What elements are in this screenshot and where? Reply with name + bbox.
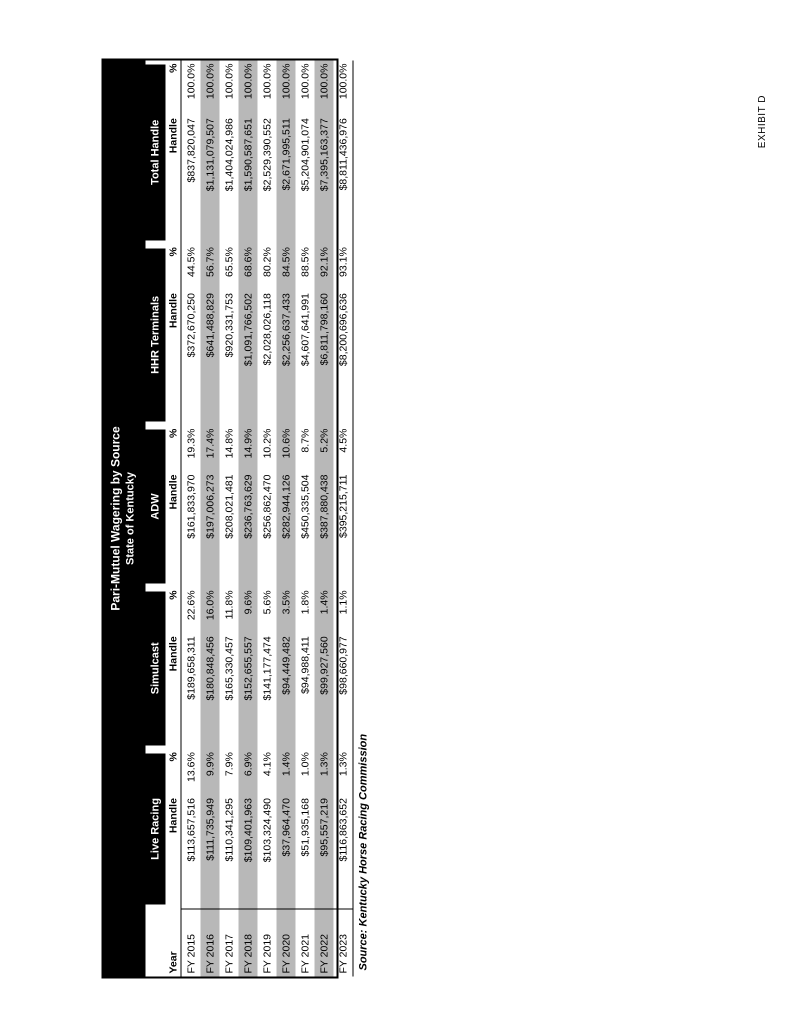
cell-adw-pct: 4.5% [336, 428, 349, 453]
cell-total-pct: 100.0% [298, 63, 311, 99]
col-total-pct: % [165, 60, 181, 115]
cell-live-pct: 7.9% [222, 751, 235, 776]
cell-live-pct: 1.3% [314, 749, 333, 795]
cell-live-pct: 1.3% [336, 751, 349, 776]
wagering-table [145, 60, 352, 976]
source-note: Source: Kentucky Horse Racing Commission [352, 60, 375, 976]
cell-sim-handle: $165,330,457 [222, 635, 235, 701]
cell-sim-handle: $98,660,977 [336, 635, 349, 695]
cell-total-handle: $2,529,390,552 [260, 117, 273, 191]
group-live-racing: Live Racing [145, 753, 165, 905]
cell-total-handle: $2,671,995,511 [276, 115, 295, 244]
cell-live-handle: $37,964,470 [276, 795, 295, 909]
cell-hhr-pct: 84.5% [276, 244, 295, 290]
col-total-handle: Handle [165, 115, 181, 244]
col-live-pct: % [165, 749, 181, 795]
cell-live-handle: $110,341,295 [222, 797, 235, 862]
table-row [219, 60, 238, 976]
cell-adw-handle: $387,880,438 [314, 471, 333, 587]
cell-year: FY 2022 [314, 908, 333, 976]
cell-year: FY 2019 [257, 908, 276, 976]
cell-total-pct: 100.0% [184, 63, 197, 99]
cell-total-handle: $8,811,436,976 [336, 117, 349, 190]
group-header-row [145, 60, 165, 976]
cell-sim-handle: $99,927,560 [314, 633, 333, 749]
cell-hhr-handle: $2,028,026,118 [260, 292, 273, 365]
cell-hhr-handle: $2,256,637,433 [276, 290, 295, 426]
cell-hhr-pct: 93.1% [336, 246, 349, 277]
cell-adw-pct: 8.7% [298, 428, 311, 453]
cell-year: FY 2016 [200, 908, 219, 976]
cell-hhr-pct: 56.7% [200, 244, 219, 290]
cell-sim-pct: 16.0% [200, 587, 219, 633]
cell-sim-pct: 22.6% [184, 589, 197, 620]
wagering-table-sheet [101, 58, 369, 978]
cell-sim-pct: 5.6% [260, 589, 273, 614]
cell-live-pct: 1.0% [298, 751, 311, 776]
cell-total-pct: 100.0% [314, 60, 333, 115]
cell-adw-pct: 5.2% [314, 425, 333, 471]
cell-live-pct: 4.1% [260, 751, 273, 776]
cell-year: FY 2021 [295, 908, 314, 976]
col-sim-pct: % [165, 587, 181, 633]
table-subtitle: State of Kentucky [124, 471, 136, 565]
cell-year: FY 2018 [238, 908, 257, 976]
cell-live-handle: $113,657,516 [184, 797, 197, 862]
cell-live-pct: 1.4% [276, 749, 295, 795]
cell-adw-pct: 17.4% [200, 425, 219, 471]
table-row [333, 60, 352, 976]
cell-sim-handle: $152,655,557 [238, 633, 257, 749]
cell-year: FY 2023 [333, 908, 352, 976]
cell-adw-handle: $197,006,273 [200, 471, 219, 587]
cell-sim-handle: $94,449,482 [276, 633, 295, 749]
cell-hhr-pct: 88.5% [298, 246, 311, 277]
cell-live-handle: $103,324,490 [260, 797, 273, 862]
col-live-handle: Handle [165, 795, 181, 909]
cell-hhr-handle: $4,607,641,991 [298, 292, 311, 366]
cell-sim-handle: $94,988,411 [298, 635, 311, 694]
cell-total-pct: 100.0% [200, 60, 219, 115]
cell-adw-handle: $282,944,126 [276, 471, 295, 587]
cell-total-handle: $5,204,901,074 [298, 117, 311, 191]
cell-hhr-handle: $1,091,766,502 [238, 290, 257, 426]
table-row [200, 60, 219, 976]
cell-sim-pct: 1.4% [314, 587, 333, 633]
cell-live-pct: 9.9% [200, 749, 219, 795]
cell-sim-handle: $141,177,474 [260, 635, 273, 701]
column-header-row [165, 60, 181, 976]
cell-total-handle: $1,404,024,986 [222, 117, 235, 191]
col-adw-handle: Handle [165, 471, 181, 587]
cell-sim-pct: 9.6% [238, 587, 257, 633]
table-row [257, 60, 276, 976]
cell-total-handle: $837,820,047 [184, 117, 197, 182]
cell-total-pct: 100.0% [238, 60, 257, 115]
cell-hhr-handle: $372,670,250 [184, 292, 197, 357]
cell-total-pct: 100.0% [336, 63, 349, 99]
cell-adw-handle: $208,021,481 [222, 474, 235, 539]
col-hhr-pct: % [165, 244, 181, 290]
group-hhr-terminals: HHR Terminals [145, 248, 165, 421]
cell-sim-pct: 1.8% [298, 589, 311, 614]
exhibit-label: EXHIBIT D [757, 95, 768, 149]
table-row [295, 60, 314, 976]
cell-hhr-pct: 65.5% [222, 246, 235, 277]
col-hhr-handle: Handle [165, 290, 181, 426]
group-total-handle: Total Handle [145, 64, 165, 240]
cell-live-handle: $95,557,219 [314, 795, 333, 909]
cell-live-handle: $109,401,963 [238, 795, 257, 909]
group-adw: ADW [145, 429, 165, 583]
cell-year: FY 2015 [181, 908, 201, 976]
cell-adw-pct: 14.9% [238, 425, 257, 471]
cell-sim-pct: 11.8% [222, 589, 235, 619]
cell-hhr-handle: $641,488,829 [200, 290, 219, 426]
cell-sim-handle: $189,658,311 [184, 635, 197, 700]
cell-adw-pct: 10.2% [260, 428, 273, 458]
table-row [238, 60, 257, 976]
cell-adw-handle: $256,862,470 [260, 474, 273, 539]
col-year: Year [165, 908, 181, 976]
cell-hhr-handle: $920,331,753 [222, 292, 235, 357]
cell-total-pct: 100.0% [260, 63, 273, 99]
cell-hhr-pct: 92.1% [314, 244, 333, 290]
cell-live-handle: $111,735,949 [200, 795, 219, 909]
cell-hhr-pct: 68.6% [238, 244, 257, 290]
cell-live-handle: $51,935,168 [298, 797, 311, 856]
cell-hhr-handle: $8,200,696,636 [336, 292, 349, 366]
group-simulcast: Simulcast [145, 591, 165, 745]
cell-sim-handle: $180,848,456 [200, 633, 219, 749]
cell-total-handle: $1,131,079,507 [200, 115, 219, 244]
cell-adw-handle: $450,335,504 [298, 474, 311, 539]
cell-adw-handle: $161,833,970 [184, 474, 197, 539]
cell-live-handle: $116,863,652 [336, 797, 349, 862]
title-block [103, 60, 145, 976]
col-adw-pct: % [165, 425, 181, 471]
cell-live-pct: 13.6% [184, 751, 197, 782]
cell-year: FY 2020 [276, 908, 295, 976]
cell-adw-pct: 10.6% [276, 425, 295, 471]
cell-adw-pct: 19.3% [184, 428, 197, 458]
cell-live-pct: 6.9% [238, 749, 257, 795]
cell-sim-pct: 1.1% [336, 589, 349, 614]
cell-sim-pct: 3.5% [276, 587, 295, 633]
cell-total-pct: 100.0% [222, 63, 235, 99]
cell-adw-handle: $395,215,711 [336, 474, 349, 538]
col-sim-handle: Handle [165, 633, 181, 749]
table-row [181, 60, 201, 976]
cell-year: FY 2017 [219, 908, 238, 976]
cell-hhr-pct: 44.5% [184, 246, 197, 277]
table-row [314, 60, 333, 976]
cell-total-handle: $7,395,163,377 [314, 115, 333, 244]
cell-total-handle: $1,590,587,651 [238, 115, 257, 244]
cell-hhr-handle: $6,811,798,160 [314, 290, 333, 426]
cell-adw-handle: $236,763,629 [238, 471, 257, 587]
table-title: Pari-Mutuel Wagering by Source [108, 425, 122, 611]
cell-hhr-pct: 80.2% [260, 246, 273, 277]
table-row [276, 60, 295, 976]
cell-total-pct: 100.0% [276, 60, 295, 115]
cell-adw-pct: 14.8% [222, 428, 235, 458]
